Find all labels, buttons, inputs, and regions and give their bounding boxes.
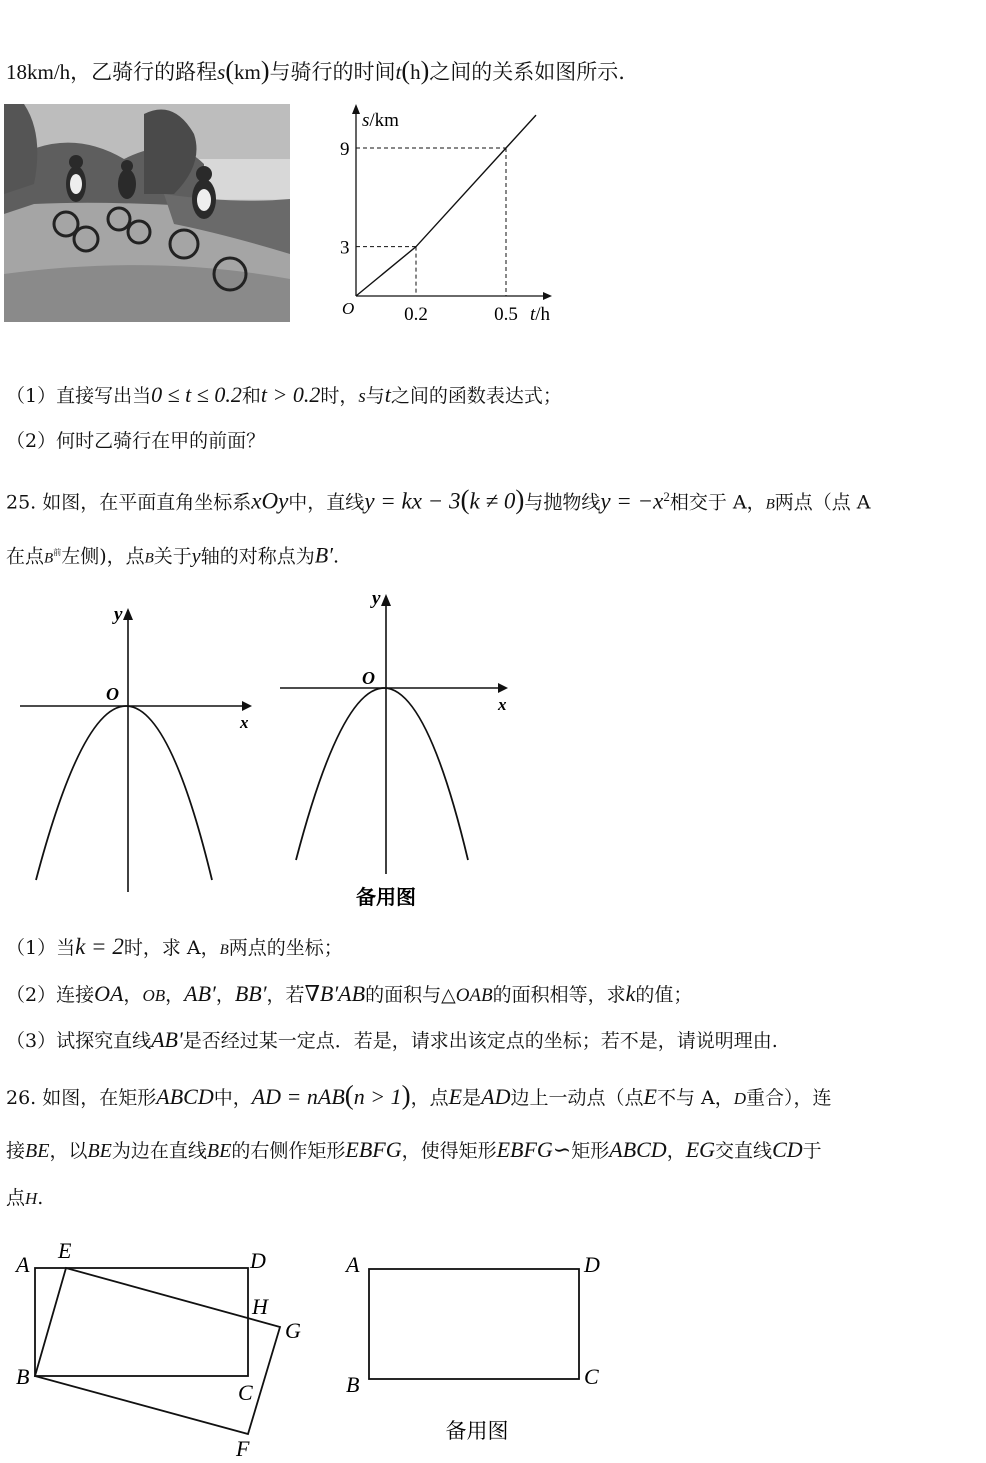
q24-part2: （2）何时乙骑行在甲的前面？ — [6, 430, 266, 452]
origin-label: O — [106, 684, 119, 704]
label-D: D — [584, 1252, 600, 1277]
spare-caption: 备用图 — [356, 887, 416, 909]
origin-label: O — [362, 668, 375, 688]
y-axis-arrow — [352, 104, 360, 114]
q26-line2: 接BE，以BE为边在直线BE的右侧作矩形EBFG，使得矩形EBFG∽矩形ABCD，EG交直线CD于 — [6, 1137, 822, 1162]
y-label: y — [372, 588, 381, 609]
parabola-figure-1 — [14, 596, 264, 896]
speed-value: 18km/h — [6, 60, 71, 84]
label-B: B — [16, 1364, 30, 1389]
rectangle-figure-2 — [340, 1244, 620, 1454]
intro-line: 18km/h，乙骑行的路程s(km)与骑行的时间t(h)之间的关系如图所示. — [6, 56, 625, 85]
rectangle-figure-1 — [8, 1234, 328, 1462]
x-axis-label: t/h — [530, 304, 551, 325]
y-tick-9: 9 — [340, 139, 350, 160]
y-tick-3: 3 — [340, 237, 350, 259]
x-tick-0.5: 0.5 — [494, 304, 518, 325]
q25-line1: 25. 如图，在平面直角坐标系xOy中，直线y = kx − 3(k ≠ 0)与抛物线$y = -x^2$相交于 A，B两点（点 A — [6, 484, 871, 515]
label-C: C — [584, 1364, 599, 1389]
q25-line2: 在点$B^前$左侧)，点B关于y轴的对称点为B′. — [6, 542, 340, 568]
cyclists-photo — [4, 104, 290, 322]
label-B: B — [346, 1372, 360, 1397]
label-D: D — [250, 1248, 266, 1273]
origin-label: O — [342, 299, 355, 318]
label-F: F — [236, 1436, 250, 1461]
label-A: A — [346, 1252, 360, 1277]
q26-line3: 点H. — [6, 1187, 44, 1209]
label-C: C — [238, 1380, 253, 1405]
var-s: s — [217, 60, 226, 84]
spare-caption: 备用图 — [445, 1419, 509, 1443]
q24-part1: （1）直接写出当0 ≤ t ≤ 0.2和t > 0.2时，s与t之间的函数表达式； — [6, 382, 562, 407]
label-E: E — [58, 1238, 72, 1263]
q25-part1: （1）当k = 2时，求 A，B两点的坐标； — [6, 934, 343, 959]
y-label: y — [114, 604, 123, 625]
distance-time-chart — [330, 100, 580, 330]
series-line — [356, 115, 536, 296]
label-G: G — [285, 1318, 301, 1343]
x-label: x — [240, 713, 249, 732]
q26-line1: 26. 如图，在矩形ABCD中，AD = nAB(n > 1)，点E是AD边上一动点（点E不与 A，D重合），连 — [6, 1080, 832, 1110]
x-label: x — [498, 695, 507, 714]
parabola-figure-2 — [274, 584, 524, 909]
label-H: H — [252, 1294, 268, 1319]
x-axis-arrow — [543, 292, 552, 300]
q25-part3: （3）试探究直线AB'是否经过某一定点．若是，请求出该定点的坐标；若不是，请说明理由. — [6, 1027, 778, 1052]
y-axis-label: s/km — [362, 110, 399, 131]
label-A: A — [16, 1252, 30, 1277]
q25-part2: （2）连接OA，OB，AB′，BB′，若∇B′AB的面积与△OAB的面积相等，求k的值； — [6, 981, 693, 1006]
var-t: t — [395, 60, 402, 84]
x-tick-0.2: 0.2 — [404, 304, 428, 325]
